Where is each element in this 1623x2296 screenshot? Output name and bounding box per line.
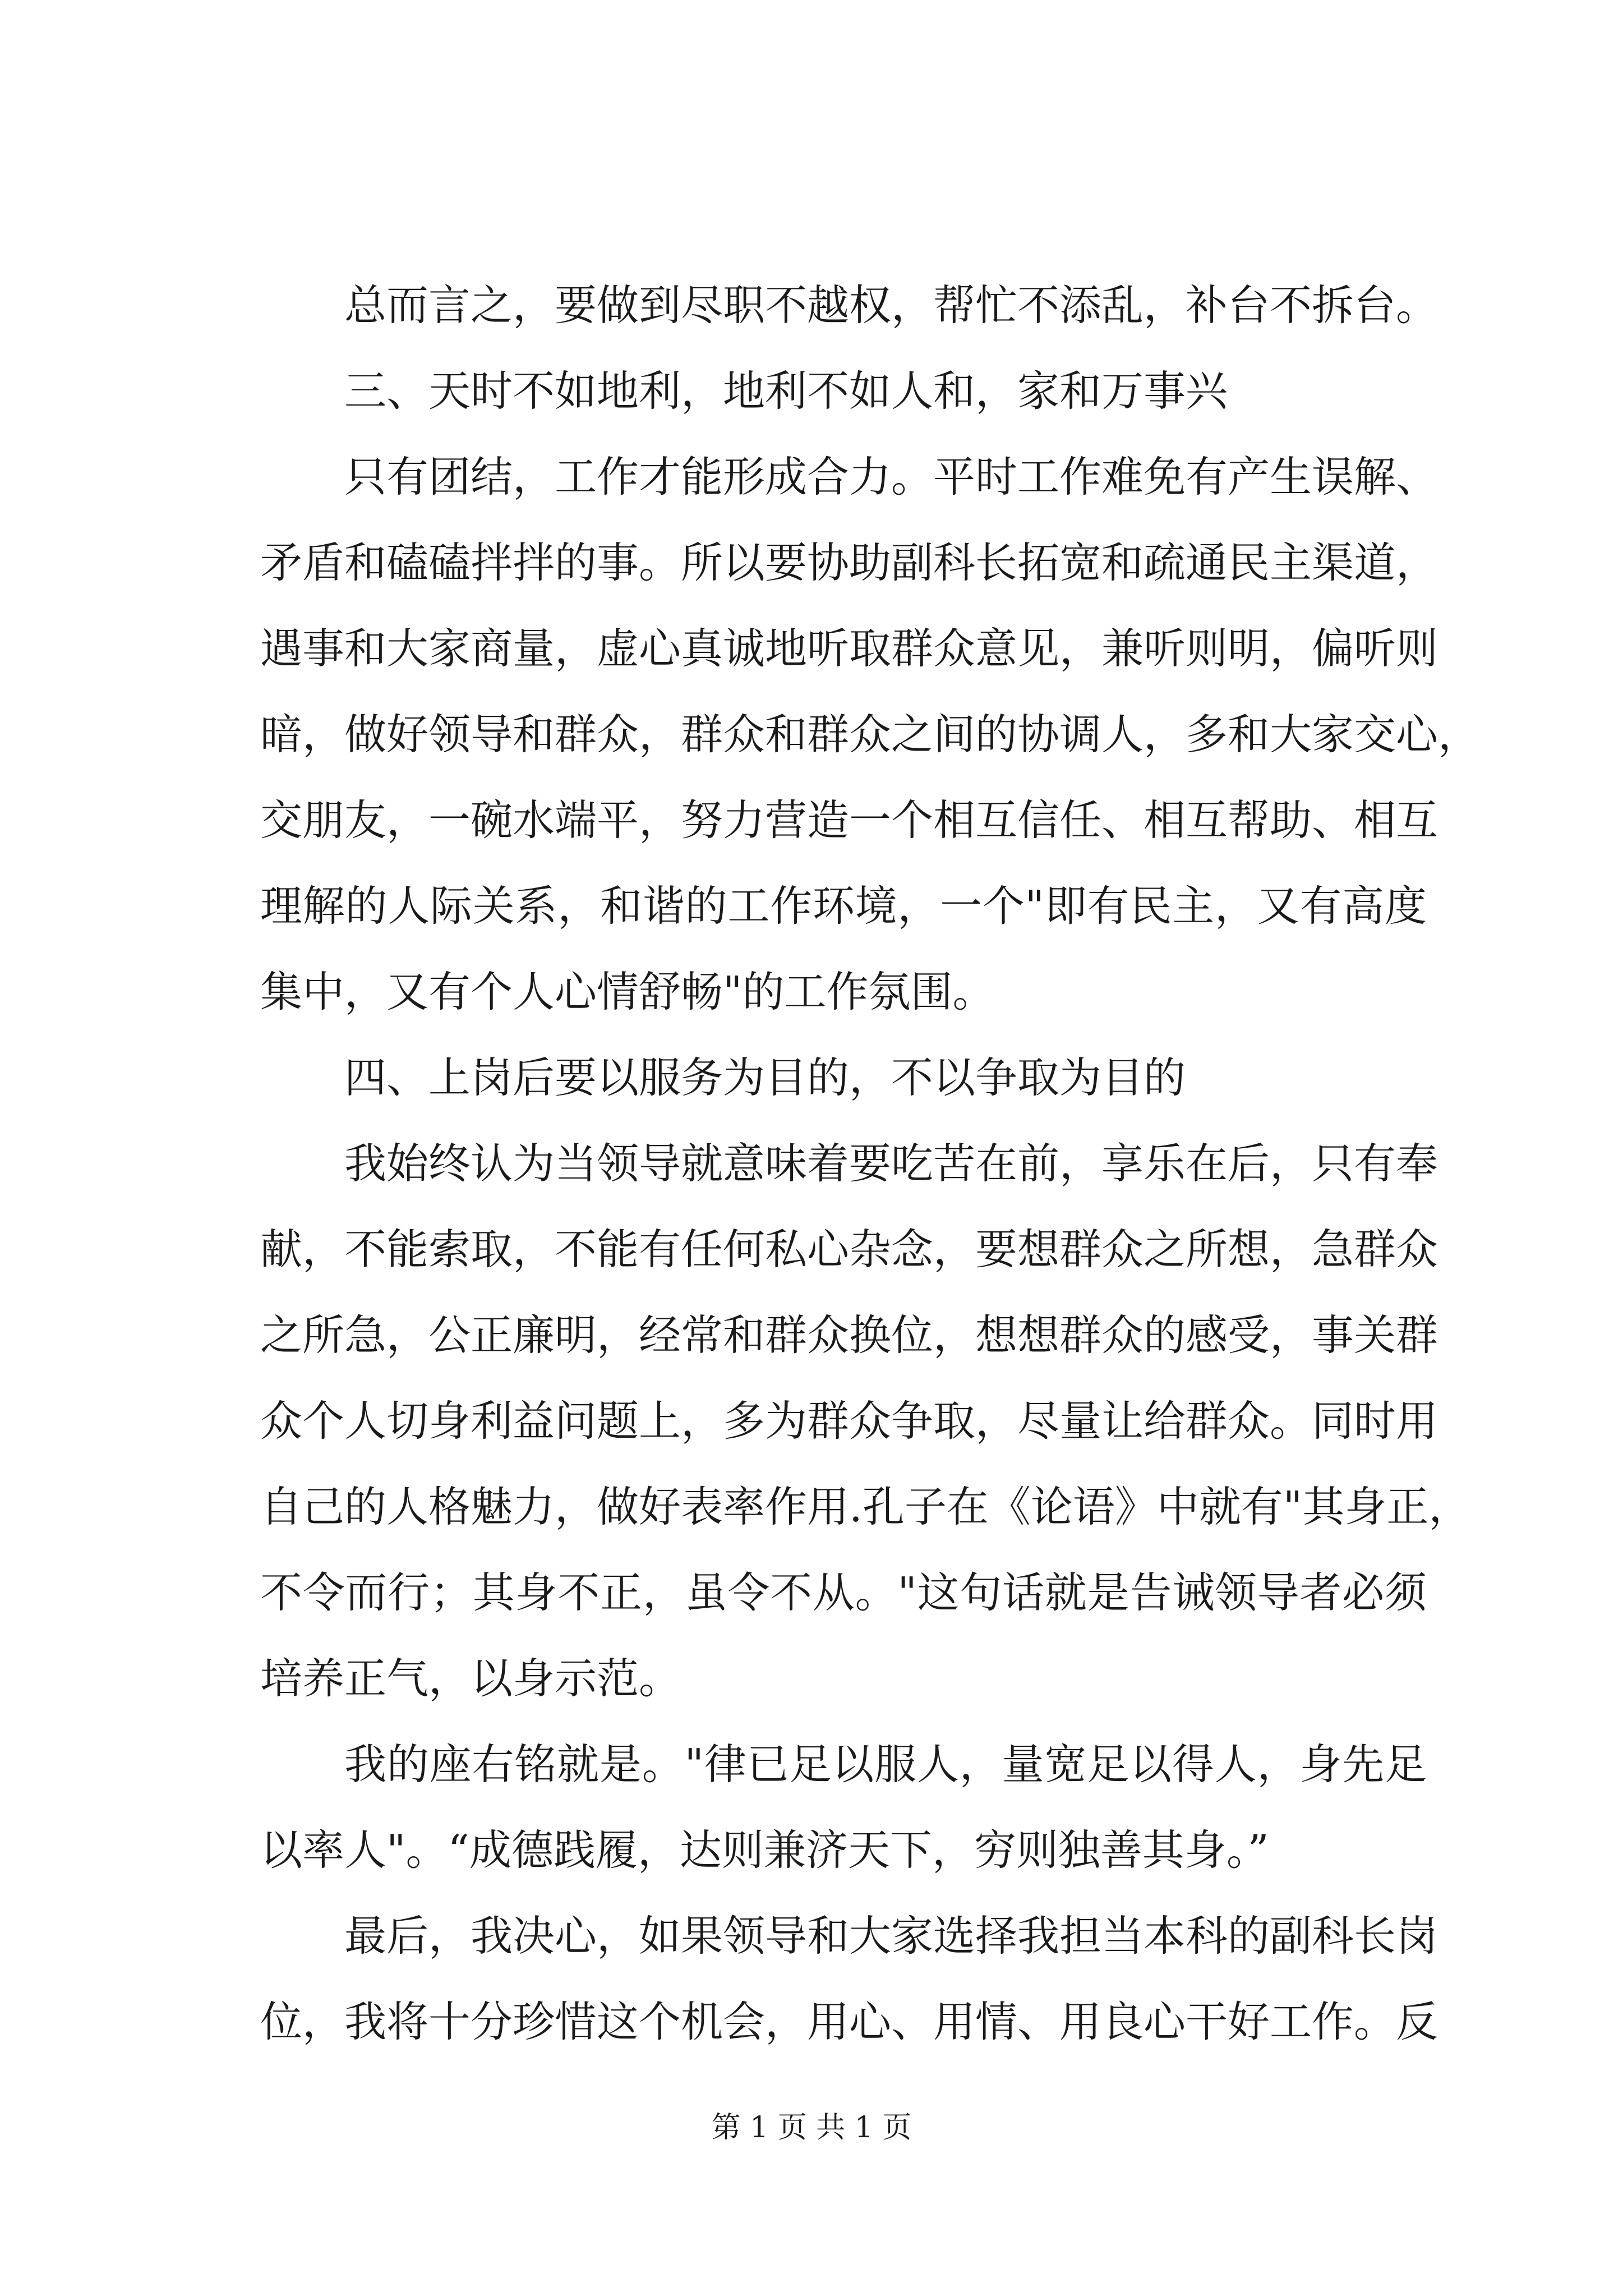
text-line: 我始终认为当领导就意味着要吃苦在前，享乐在后，只有奉 xyxy=(344,1139,1438,1188)
page-footer: 第 1 页 共 1 页 xyxy=(711,2111,912,2145)
text-line: 总而言之，要做到尽职不越权，帮忙不添乱，补台不拆台。 xyxy=(344,280,1438,330)
text-line: 之所急，公正廉明，经常和群众换位，想想群众的感受，事关群 xyxy=(260,1310,1438,1360)
text-line: 遇事和大家商量，虚心真诚地听取群众意见，兼听则明，偏听则 xyxy=(260,624,1438,673)
text-line: 集中，又有个人心情舒畅"的工作氛围。 xyxy=(260,967,995,1016)
text-line: 培养正气，以身示范。 xyxy=(260,1654,681,1703)
text-line: 只有团结，工作才能形成合力。平时工作难免有产生误解、 xyxy=(344,452,1438,501)
text-line: 暗，做好领导和群众，群众和群众之间的协调人，多和大家交心， xyxy=(260,710,1481,759)
text-line: 不令而行；其身不正，虽令不从。"这句话就是告诫领导者必须 xyxy=(260,1568,1427,1617)
text-line: 四、上岗后要以服务为目的，不以争取为目的 xyxy=(344,1053,1186,1102)
text-line: 众个人切身利益问题上，多为群众争取，尽量让给群众。同时用 xyxy=(260,1396,1438,1446)
text-line: 献，不能索取，不能有任何私心杂念，要想群众之所想，急群众 xyxy=(260,1225,1438,1274)
text-line: 我的座右铭就是。"律已足以服人，量宽足以得人，身先足 xyxy=(344,1740,1427,1789)
text-line: 交朋友，一碗水端平，努力营造一个相互信任、相互帮助、相互 xyxy=(260,795,1438,845)
text-line: 最后，我决心，如果领导和大家选择我担当本科的副科长岗 xyxy=(344,1911,1438,1961)
text-line: 以率人"。“成德践履，达则兼济天下，穷则独善其身。” xyxy=(260,1825,1269,1875)
text-line: 自己的人格魅力，做好表率作用.孔子在《论语》中就有"其身正， xyxy=(260,1482,1471,1531)
text-line: 位，我将十分珍惜这个机会，用心、用情、用良心干好工作。反 xyxy=(260,1997,1438,2046)
text-line: 矛盾和磕磕拌拌的事。所以要协助副科长拓宽和疏通民主渠道， xyxy=(260,538,1438,587)
text-line: 理解的人际关系，和谐的工作环境，一个"即有民主，又有高度 xyxy=(260,881,1427,931)
text-line: 三、天时不如地利，地利不如人和，家和万事兴 xyxy=(344,366,1228,416)
document-body xyxy=(260,263,1481,2065)
